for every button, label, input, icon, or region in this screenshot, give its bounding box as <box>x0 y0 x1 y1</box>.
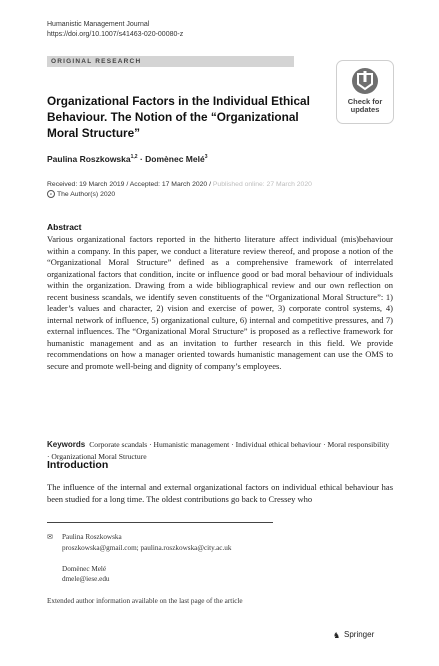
correspondence-block <box>47 532 231 585</box>
check-for-updates-icon <box>352 68 378 94</box>
coauthor-name: Domènec Melé <box>62 564 107 573</box>
badge-line2: updates <box>350 105 380 114</box>
author-name[interactable]: Paulina Roszkowska <box>47 154 131 164</box>
open-access-icon: c <box>47 190 55 198</box>
introduction-heading: Introduction <box>47 459 109 471</box>
author-separator: · <box>139 154 143 164</box>
author-affiliation: 3 <box>204 154 208 161</box>
published-date: Published online: 27 March 2020 <box>212 181 312 188</box>
section-label: ORIGINAL RESEARCH <box>51 57 142 65</box>
copyright: The Author(s) 2020 <box>57 190 116 198</box>
extended-author-info: Extended author information available on the last page of the article <box>47 597 243 605</box>
introduction-text: The influence of the internal and external organizational factors on individual ethical behaviour has been studied for a long time. The oldest contributions go back to Cressey who <box>47 482 393 504</box>
footnote-divider <box>47 522 273 523</box>
publisher-logo <box>333 630 374 640</box>
keywords-text: Corporate scandals · Humanistic management · Individual ethical behaviour · Moral responsibility · Organizational Moral Structure <box>47 440 390 461</box>
abstract-heading: Abstract <box>47 222 82 232</box>
envelope-icon: ✉ <box>47 533 53 541</box>
received-accepted-dates: Received: 19 March 2019 / Accepted: 17 March 2020 / <box>47 181 211 188</box>
journal-name: Humanistic Management Journal <box>47 21 150 28</box>
section-ribbon <box>47 56 294 67</box>
author-affiliation: 1,2 <box>130 154 138 161</box>
abstract-text: Various organizational factors reported in the hitherto literature affect individual (mis)behaviour within a company. In this paper, we conduct a literature review thereof, and propose a notion of the “Organizational Moral Structure” defined as a comprehensive framework of interrelated organizational factors that condition, incite or influence good or bad moral behaviour of individuals within the organization. Drawing from a wide bibliographical review and our own reflection on recent business scandals, we identify seven constituents of the “Organizational Moral Structure”: 1) leader’s values and character, 2) vision and exercise of power, 3) corporate control systems, 4) internal network of influence, 5) organizational culture, 6) internal and competitive pressures, and 7) external influences. The “Organizational Moral Structure” is proposed as a reflective framework for humanistic management and as an invitation to further research in this field. We provide recommendations on how a manager oriented towards humanistic management can use the OMS to secure and promote well-being and dignity of company’s employees. <box>47 234 393 372</box>
coauthor-email[interactable]: dmele@iese.edu <box>62 575 110 583</box>
check-for-updates-badge[interactable] <box>336 60 394 124</box>
author-list <box>47 154 207 164</box>
corresponding-author-name: Paulina Roszkowska <box>62 533 122 541</box>
journal-doi[interactable]: https://doi.org/10.1007/s41463-020-00080-z <box>47 30 184 38</box>
corresponding-author-email[interactable]: proszkowska@gmail.com; paulina.roszkowska@city.ac.uk <box>62 543 232 552</box>
keywords-label: Keywords <box>47 440 86 449</box>
journal-header <box>47 20 183 39</box>
springer-horse-icon: ♞ <box>333 631 341 640</box>
publisher-name: Springer <box>344 630 375 639</box>
article-title: Organizational Factors in the Individual Ethical Behaviour. The Notion of the “Organizational Moral Structure” <box>47 94 310 140</box>
article-dates <box>47 180 312 199</box>
badge-line1: Check for <box>347 97 383 106</box>
author-name[interactable]: Domènec Melé <box>145 154 205 164</box>
